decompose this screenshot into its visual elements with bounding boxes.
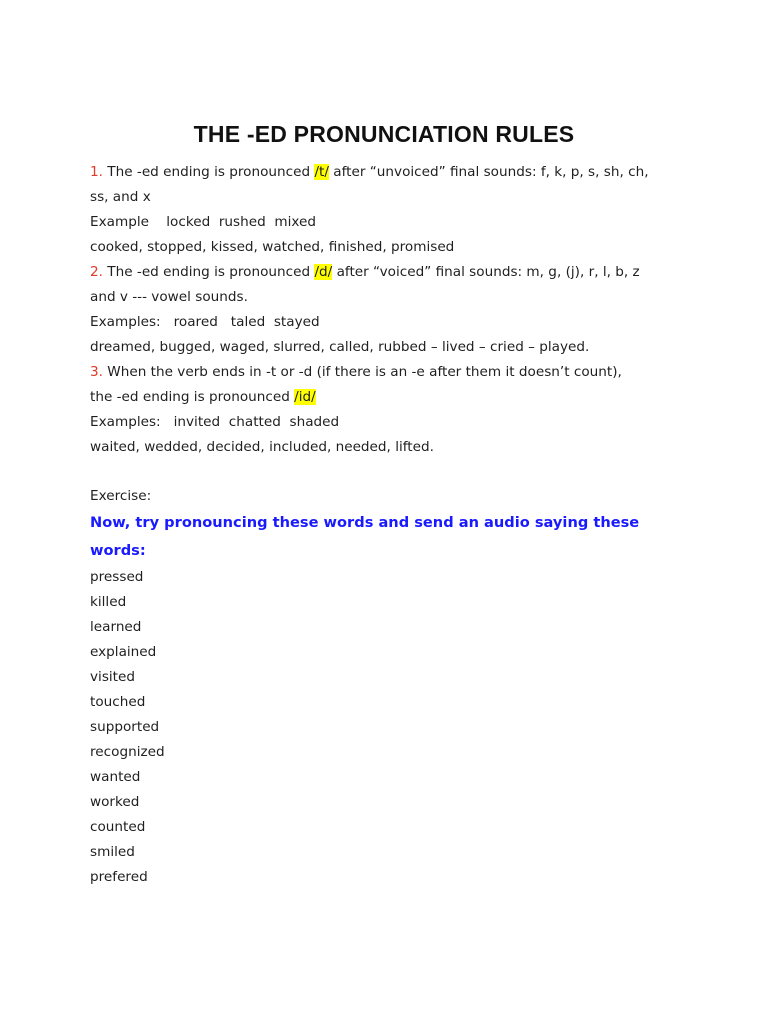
list-item: wanted <box>90 769 141 785</box>
rule-3-highlight: /id/ <box>294 389 316 405</box>
rule-3-words: waited, wedded, decided, included, needed, lifted. <box>90 439 434 455</box>
list-item: worked <box>90 794 140 810</box>
rule-2-words: dreamed, bugged, waged, slurred, called, rubbed – lived – cried – played. <box>90 339 590 355</box>
rule-1-text-after: after “unvoiced” final sounds: f, k, p, s, sh, ch, <box>328 164 649 180</box>
rule-2-text-before: The -ed ending is pronounced <box>102 264 315 280</box>
exercise-instruction-line-2: words: <box>90 542 146 559</box>
list-item: supported <box>90 719 160 735</box>
list-item: prefered <box>90 869 148 885</box>
rule-2-highlight: /d/ <box>314 264 333 280</box>
rule-1-text-before: The -ed ending is pronounced <box>102 164 315 180</box>
rule-1-number: 1. <box>90 164 103 180</box>
rule-3-line <box>90 360 690 385</box>
list-item: visited <box>90 669 136 685</box>
rule-2-continuation: and v --- vowel sounds. <box>90 289 248 305</box>
list-item: counted <box>90 819 146 835</box>
page-title: THE -ED PRONUNCIATION RULES <box>193 121 575 147</box>
rule-2-example: Examples: roared taled stayed <box>90 314 320 330</box>
rule-2-number: 2. <box>90 264 103 280</box>
list-item: smiled <box>90 844 135 860</box>
exercise-label: Exercise: <box>90 488 152 504</box>
list-item: pressed <box>90 569 144 585</box>
rule-1-words: cooked, stopped, kissed, watched, finished, promised <box>90 239 455 255</box>
list-item: explained <box>90 644 157 660</box>
rule-1-highlight: /t/ <box>314 164 329 180</box>
rule-3-text-before: When the verb ends in -t or -d (if there is an -e after them it doesn’t count), <box>102 364 622 380</box>
list-item: killed <box>90 594 127 610</box>
exercise-instruction-line-1: Now, try pronouncing these words and send an audio saying these <box>90 514 640 531</box>
list-item: recognized <box>90 744 165 760</box>
rule-1-example: Example locked rushed mixed <box>90 214 317 230</box>
rule-2-line <box>90 260 690 285</box>
rule-3-continuation-text: the -ed ending is pronounced <box>90 389 295 405</box>
exercise-word-list <box>90 565 690 890</box>
rule-1-line <box>90 160 690 185</box>
rule-3-example: Examples: invited chatted shaded <box>90 414 340 430</box>
document-body <box>90 160 690 890</box>
rule-3-number: 3. <box>90 364 103 380</box>
list-item: learned <box>90 619 142 635</box>
spacer <box>90 460 690 484</box>
rule-1-continuation: ss, and x <box>90 189 151 205</box>
rule-2-text-after: after “voiced” final sounds: m, g, (j), r, l, b, z <box>332 264 640 280</box>
rule-3-continuation <box>90 385 690 410</box>
list-item: touched <box>90 694 146 710</box>
